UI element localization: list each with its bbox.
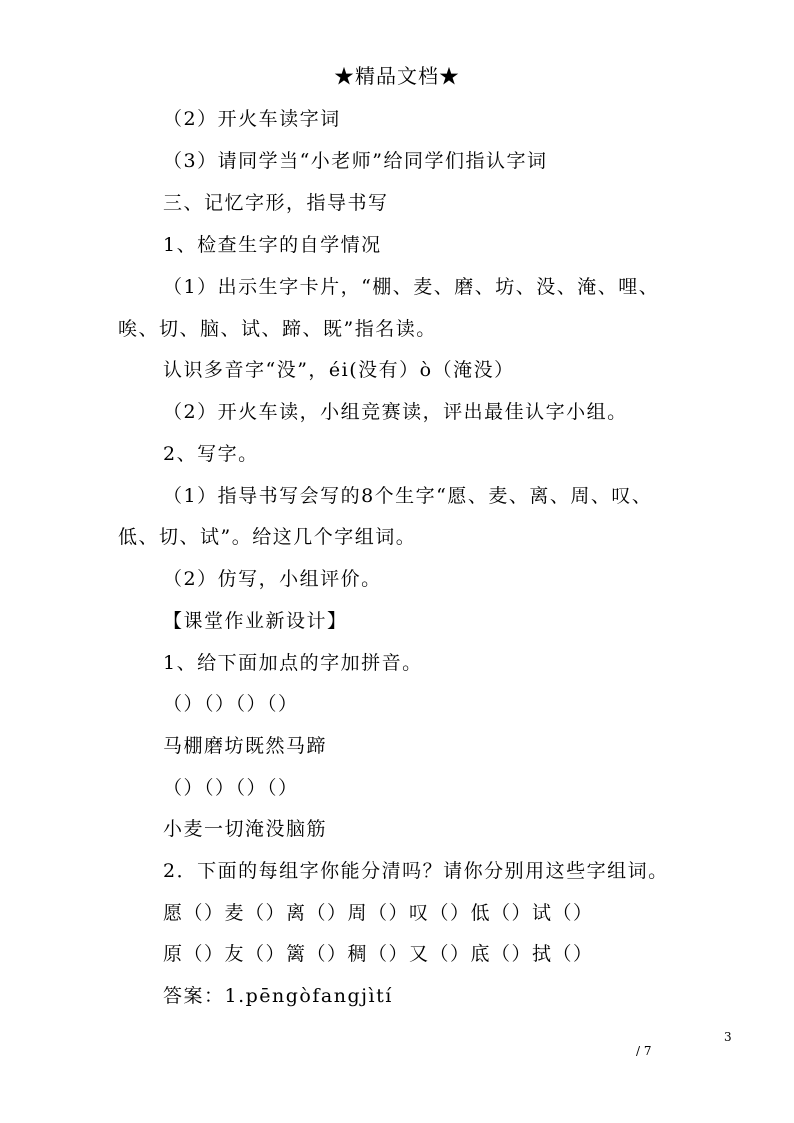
text-line: 2、写字。 [163,443,259,465]
text-line: （2）仿写，小组评价。 [163,568,382,590]
total-pages: / 7 [636,1044,652,1058]
text-line: （）（）（）（） [163,693,299,715]
text-line: 马棚磨坊既然马蹄 [163,735,328,757]
section-heading: 【课堂作业新设计】 [163,610,348,632]
text-line: （1）出示生字卡片，“棚、麦、磨、坊、没、淹、哩、 [163,276,660,298]
text-line: 低、切、试”。给这几个字组词。 [118,526,417,548]
text-line: （2）开火车读，小组竞赛读，评出最佳认字小组。 [163,401,628,423]
text-line: 小麦一切淹没脑筋 [163,818,328,840]
text-line: 三、记忆字形，指导书写 [163,192,389,214]
text-line: 唉、切、脑、试、蹄、既”指名读。 [118,318,437,340]
text-line: 1、检查生字的自学情况 [163,234,382,256]
text-line: 答案：1.pēngòfangjìtí [163,985,393,1007]
text-line: （3）请同学当“小老师”给同学们指认字词 [163,150,548,172]
text-line: （1）指导书写会写的8个生字“愿、麦、离、周、叹、 [163,485,653,507]
text-line: （2）开火车读字词 [163,108,341,130]
page-number: 3 [724,1030,732,1044]
text-line: 认识多音字“没”，éi(没有）ò（淹没） [163,359,515,381]
text-line: 愿（）麦（）离（）周（）叹（）低（）试（） [163,902,594,924]
page-header: ★精品文档★ [334,64,460,88]
text-line: 2．下面的每组字你能分清吗？请你分别用这些字组词。 [163,860,669,882]
text-line: 1、给下面加点的字加拼音。 [163,652,423,674]
text-line: 原（）友（）篱（）稠（）又（）底（）拭（） [163,943,594,965]
text-line: （）（）（）（） [163,777,299,799]
